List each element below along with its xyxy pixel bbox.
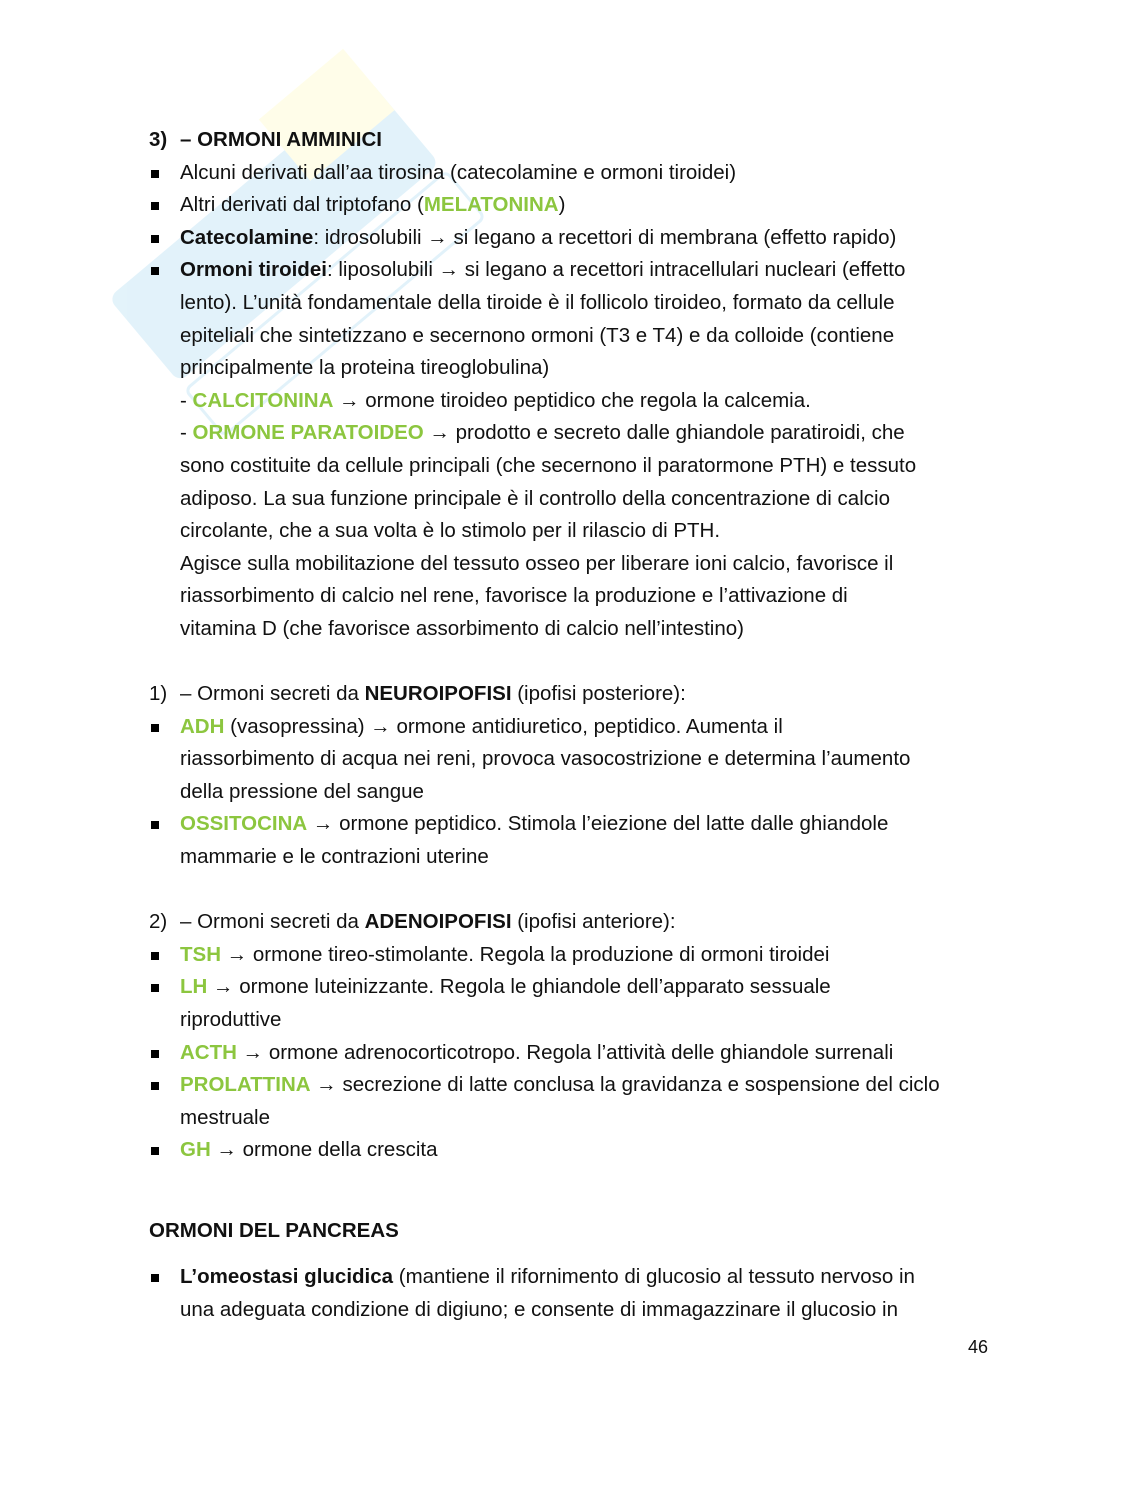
list-item: TSH → ormone tireo-stimolante. Regola la produzione di ormoni tiroidei bbox=[149, 939, 1009, 972]
list-item: Ormoni tiroidei: liposolubili → si legano a recettori intracellulari nucleari (effetto bbox=[149, 254, 1009, 287]
list-item: Catecolamine: idrosolubili → si legano a recettori di membrana (effetto rapido) bbox=[149, 222, 1009, 255]
bullet-icon bbox=[151, 267, 159, 275]
bullet-icon bbox=[151, 170, 159, 178]
hormone-term: OSSITOCINA bbox=[180, 812, 308, 836]
section1-heading: 1) – Ormoni secreti da NEUROIPOFISI (ipofisi posteriore): bbox=[149, 682, 686, 706]
bullet-icon bbox=[151, 1147, 159, 1155]
hormone-term: CALCITONINA bbox=[192, 388, 334, 412]
bullet-icon bbox=[151, 984, 159, 992]
text-line: Agisce sulla mobilitazione del tessuto osseo per liberare ioni calcio, favorisce il bbox=[180, 551, 894, 575]
text-line: una adeguata condizione di digiuno; e consente di immagazzinare il glucosio in bbox=[180, 1297, 898, 1321]
text-line: della pressione del sangue bbox=[180, 779, 424, 803]
section3-heading: 3) – ORMONI AMMINICI bbox=[149, 128, 382, 151]
document-content bbox=[149, 124, 1009, 1326]
text-line: mammarie e le contrazioni uterine bbox=[180, 845, 489, 869]
spacer bbox=[149, 646, 1009, 679]
hormone-term: TSH bbox=[180, 942, 221, 966]
paratoideo-line: - ORMONE PARATOIDEO → prodotto e secreto dalle ghiandole paratiroidi, che bbox=[180, 421, 905, 445]
hormone-term: MELATONINA bbox=[423, 193, 559, 217]
text-line: sono costituite da cellule principali (che secernono il paratormone PTH) e tessuto bbox=[180, 453, 917, 477]
hormone-term: GH bbox=[180, 1138, 211, 1162]
hormone-term: LH bbox=[180, 975, 208, 999]
text-line: adiposo. La sua funzione principale è il controllo della concentrazione di calcio bbox=[180, 486, 890, 510]
spacer bbox=[149, 1247, 1009, 1261]
bullet-icon bbox=[151, 821, 159, 829]
bullet-icon bbox=[151, 724, 159, 732]
text-line: riassorbimento di acqua nei reni, provoca vasocostrizione e determina l’aumento bbox=[180, 747, 911, 771]
bullet-icon bbox=[151, 1050, 159, 1058]
text-line: riassorbimento di calcio nel rene, favorisce la produzione e l’attivazione di bbox=[180, 584, 848, 608]
page-number: 46 bbox=[968, 1337, 989, 1357]
list-item: Altri derivati dal triptofano (MELATONINA) bbox=[149, 189, 1009, 222]
bullet-icon bbox=[151, 1274, 159, 1282]
spacer bbox=[149, 1167, 1009, 1200]
text-line: riproduttive bbox=[180, 1008, 282, 1032]
list-item: OSSITOCINA → ormone peptidico. Stimola l’eiezione del latte dalle ghiandole bbox=[149, 808, 1009, 841]
bullet-icon bbox=[151, 202, 159, 210]
list-item: GH → ormone della crescita bbox=[149, 1134, 1009, 1167]
hormone-term: ADH bbox=[180, 714, 225, 738]
text-line: mestruale bbox=[180, 1105, 271, 1129]
list-item: LH → ormone luteinizzante. Regola le ghiandole dell’apparato sessuale bbox=[149, 971, 1009, 1004]
list-item: ACTH → ormone adrenocorticotropo. Regola l’attività delle ghiandole surrenali bbox=[149, 1037, 1009, 1070]
text-line: principalmente la proteina tireoglobulina) bbox=[180, 356, 550, 380]
bullet-icon bbox=[151, 1082, 159, 1090]
hormone-term: ACTH bbox=[180, 1040, 237, 1064]
calcitonina-line: - CALCITONINA → ormone tiroideo peptidico che regola la calcemia. bbox=[180, 388, 811, 412]
list-item: L’omeostasi glucidica (mantiene il rifornimento di glucosio al tessuto nervoso in bbox=[149, 1261, 1009, 1294]
section2-heading: 2) – Ormoni secreti da ADENOIPOFISI (ipofisi anteriore): bbox=[149, 910, 676, 934]
list-item: ADH (vasopressina) → ormone antidiuretico, peptidico. Aumenta il bbox=[149, 711, 1009, 744]
text-line: epiteliali che sintetizzano e secernono ormoni (T3 e T4) e da colloide (contiene bbox=[180, 323, 895, 347]
bullet-icon bbox=[151, 952, 159, 960]
list-item: PROLATTINA → secrezione di latte conclusa la gravidanza e sospensione del ciclo bbox=[149, 1069, 1009, 1102]
text-line: lento). L’unità fondamentale della tiroide è il follicolo tiroideo, formato da cellule bbox=[180, 290, 895, 314]
text-line: vitamina D (che favorisce assorbimento di calcio nell’intestino) bbox=[180, 616, 744, 640]
hormone-term: PROLATTINA bbox=[180, 1073, 311, 1097]
list-item: Alcuni derivati dall’aa tirosina (catecolamine e ormoni tiroidei) bbox=[149, 157, 1009, 190]
pancreas-heading: ORMONI DEL PANCREAS bbox=[149, 1218, 399, 1242]
spacer bbox=[149, 874, 1009, 907]
bullet-icon bbox=[151, 235, 159, 243]
text-line: circolante, che a sua volta è lo stimolo per il rilascio di PTH. bbox=[180, 519, 721, 543]
hormone-term: ORMONE PARATOIDEO bbox=[192, 421, 424, 445]
